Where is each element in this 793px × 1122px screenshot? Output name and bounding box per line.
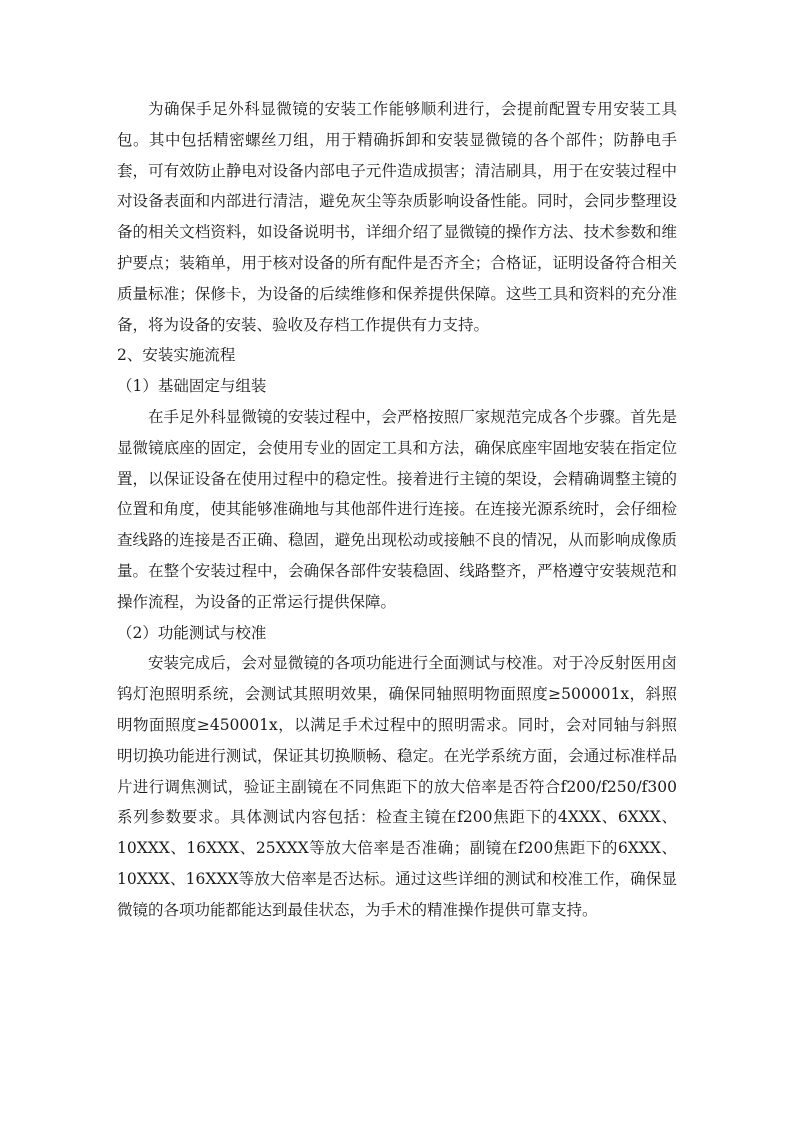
subsection-2-title: （2）功能测试与校准 — [117, 623, 267, 642]
intro-paragraph: 为确保手足外科显微镜的安装工作能够顺利进行，会提前配置专用安装工具包。其中包括精密螺丝刀组，用于精确拆卸和安装显微镜的各个部件；防静电手套，可有效防止静电对设备内部电子元件造成损害；清洁刷具，用于在安装过程中对设备表面和内部进行清洁，避免灰尘等杂质影响设备性能。同时，会同步整理设备的相关文档资料，如设备说明书，详细介绍了显微镜的操作方法、技术参数和维护要点；装箱单，用于核对设备的所有配件是否齐全；合格证，证明设备符合相关质量标准；保修卡，为设备的后续维修和保养提供保障。这些工具和资料的充分准备，将为设备的安装、验收及存档工作提供有力支持。 — [117, 100, 677, 334]
section-heading: 2、安装实施流程 — [117, 346, 236, 365]
subsection-1-title: （1）基础固定与组装 — [117, 377, 267, 396]
document-body — [117, 94, 677, 926]
subsection-1-paragraph: 在手足外科显微镜的安装过程中，会严格按照厂家规范完成各个步骤。首先是显微镜底座的固定，会使用专业的固定工具和方法，确保底座牢固地安装在指定位置，以保证设备在使用过程中的稳定性。接着进行主镜的架设，会精确调整主镜的位置和角度，使其能够准确地与其他部件进行连接。在连接光源系统时，会仔细检查线路的连接是否正确、稳固，避免出现松动或接触不良的情况，从而影响成像质量。在整个安装过程中，会确保各部件安装稳固、线路整齐，严格遵守安装规范和操作流程，为设备的正常运行提供保障。 — [117, 407, 677, 611]
subsection-2-paragraph: 安装完成后，会对显微镜的各项功能进行全面测试与校准。对于冷反射医用卤钨灯泡照明系统，会测试其照明效果，确保同轴照明物面照度≥500001x，斜照明物面照度≥450001x，以满足手术过程中的照明需求。同时，会对同轴与斜照明切换功能进行测试，保证其切换顺畅、稳定。在光学系统方面，会通过标准样品片进行调焦测试，验证主副镜在不同焦距下的放大倍率是否符合f200/f250/f300系列参数要求。具体测试内容包括：检查主镜在f200焦距下的4XXX、6XXX、10XXX、16XXX、25XXX等放大倍率是否准确；副镜在f200焦距下的6XXX、10XXX、16XXX等放大倍率是否达标。通过这些详细的测试和校准工作，确保显微镜的各项功能都能达到最佳状态，为手术的精准操作提供可靠支持。 — [117, 654, 677, 919]
